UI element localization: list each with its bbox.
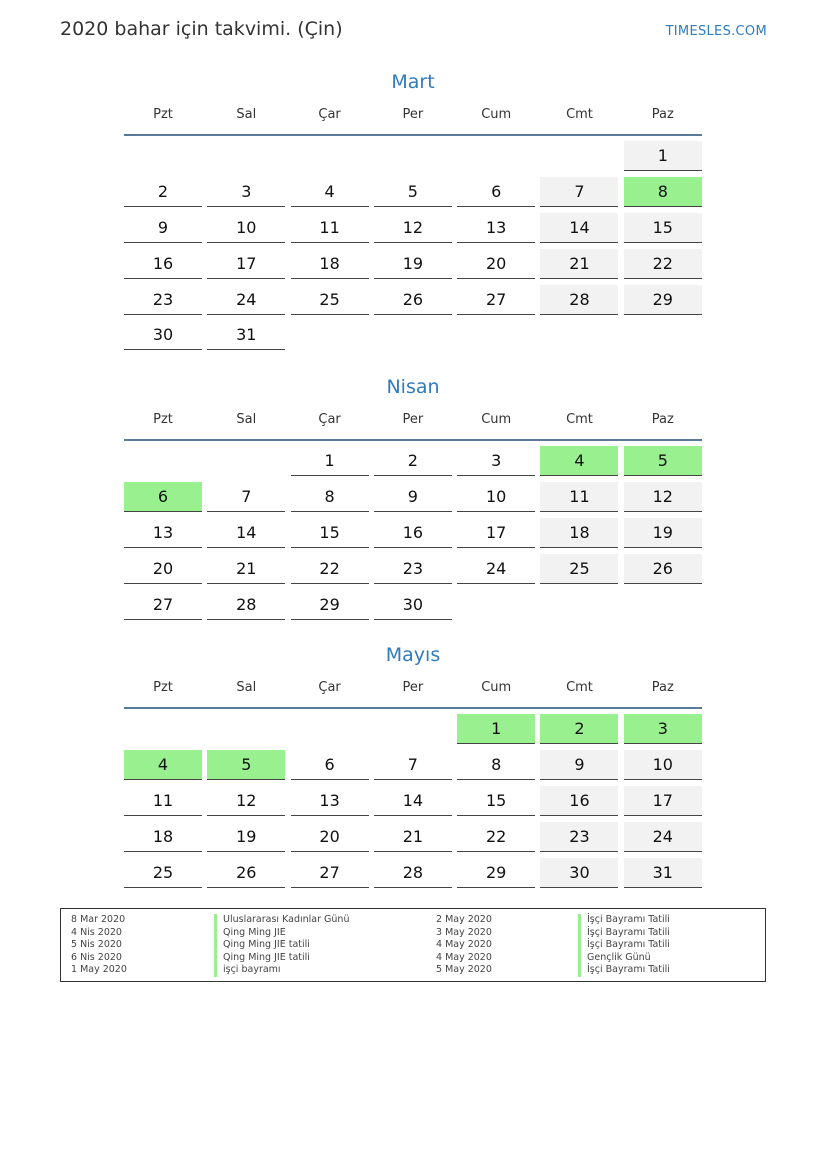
- legend-holiday-name: Qing Ming JIE: [214, 927, 349, 940]
- legend-right-dates: [436, 914, 492, 977]
- month-title: Mart: [391, 71, 435, 93]
- day-cell: 21: [207, 554, 285, 584]
- empty-cell: [291, 141, 369, 171]
- day-cell: 16: [374, 518, 452, 548]
- day-cell: 10: [624, 750, 702, 780]
- day-cell: 30: [540, 858, 618, 888]
- legend-date: 6 Nis 2020: [71, 951, 122, 963]
- empty-cell: [374, 141, 452, 171]
- day-cell: 12: [207, 786, 285, 816]
- holiday-day-cell: 3: [624, 714, 702, 744]
- legend-holiday-name: İşçi Bayramı Tatili: [578, 927, 670, 940]
- legend-date: 8 Mar 2020: [71, 914, 126, 925]
- day-cell: 26: [374, 285, 452, 315]
- day-cell: 3: [457, 446, 535, 476]
- day-cell: 11: [124, 786, 202, 816]
- weekday-label: Çar: [318, 412, 341, 427]
- weekday-header: [124, 675, 702, 709]
- empty-cell: [457, 141, 535, 171]
- day-cell: 8: [457, 750, 535, 780]
- legend-date: 2 May 2020: [436, 914, 492, 925]
- day-cell: 19: [207, 822, 285, 852]
- day-cell: 18: [124, 822, 202, 852]
- legend-left-dates: [71, 914, 127, 977]
- day-cell: 29: [457, 858, 535, 888]
- holiday-day-cell: 4: [124, 750, 202, 780]
- legend-date: 4 Nis 2020: [71, 926, 122, 938]
- empty-cell: [207, 446, 285, 476]
- page-title: 2020 bahar için takvimi. (Çin): [60, 18, 343, 40]
- day-cell: 25: [540, 554, 618, 584]
- day-cell: 22: [457, 822, 535, 852]
- day-cell: 14: [374, 786, 452, 816]
- day-cell: 31: [624, 858, 702, 888]
- day-cell: 28: [207, 590, 285, 620]
- weekday-label: Sal: [236, 412, 257, 427]
- day-cell: 30: [374, 590, 452, 620]
- legend-holiday-name: İşçi Bayramı Tatili: [578, 964, 670, 977]
- day-grid: [124, 446, 702, 620]
- day-cell: 25: [124, 858, 202, 888]
- empty-cell: [374, 714, 452, 744]
- legend-right-names: [578, 914, 670, 977]
- weekday-label: Pzt: [153, 107, 173, 122]
- weekday-label: Cmt: [566, 412, 593, 427]
- holiday-day-cell: 1: [457, 714, 535, 744]
- legend-date: 4 May 2020: [436, 939, 492, 951]
- day-cell: 2: [374, 446, 452, 476]
- day-cell: 13: [291, 786, 369, 816]
- weekday-label: Per: [402, 412, 424, 427]
- legend-holiday-name: Uluslararası Kadınlar Günü: [214, 914, 349, 927]
- day-cell: 19: [624, 518, 702, 548]
- legend-holiday-name: işçi bayramı: [214, 964, 349, 977]
- day-cell: 26: [207, 858, 285, 888]
- day-cell: 16: [540, 786, 618, 816]
- empty-cell: [124, 446, 202, 476]
- weekday-label: Cum: [481, 680, 512, 695]
- empty-cell: [291, 714, 369, 744]
- day-cell: 15: [624, 213, 702, 243]
- month-title: Mayıs: [385, 644, 441, 666]
- day-cell: 24: [207, 285, 285, 315]
- weekday-label: Sal: [236, 107, 257, 122]
- day-cell: 22: [624, 249, 702, 279]
- day-cell: 23: [374, 554, 452, 584]
- day-cell: 23: [124, 285, 202, 315]
- day-cell: 21: [540, 249, 618, 279]
- weekday-label: Cmt: [566, 107, 593, 122]
- day-cell: 29: [291, 590, 369, 620]
- empty-cell: [207, 141, 285, 171]
- day-cell: 11: [540, 482, 618, 512]
- day-cell: 4: [291, 177, 369, 207]
- legend-holiday-name: Qing Ming JIE tatili: [214, 952, 349, 965]
- legend-left-names: [214, 914, 349, 977]
- site-link[interactable]: TIMESLES.COM: [665, 24, 767, 39]
- day-cell: 10: [207, 213, 285, 243]
- day-cell: 1: [624, 141, 702, 171]
- weekday-header: [124, 102, 702, 136]
- weekday-label: Cmt: [566, 680, 593, 695]
- day-cell: 10: [457, 482, 535, 512]
- day-cell: 20: [291, 822, 369, 852]
- day-cell: 2: [124, 177, 202, 207]
- weekday-label: Pzt: [153, 412, 173, 427]
- empty-cell: [124, 714, 202, 744]
- day-cell: 11: [291, 213, 369, 243]
- legend-date: 5 Nis 2020: [71, 939, 122, 951]
- weekday-label: Paz: [651, 107, 674, 122]
- holiday-day-cell: 6: [124, 482, 202, 512]
- day-cell: 20: [124, 554, 202, 584]
- day-cell: 18: [540, 518, 618, 548]
- day-cell: 19: [374, 249, 452, 279]
- weekday-label: Paz: [651, 680, 674, 695]
- day-cell: 7: [207, 482, 285, 512]
- day-cell: 22: [291, 554, 369, 584]
- weekday-label: Çar: [318, 680, 341, 695]
- day-cell: 21: [374, 822, 452, 852]
- day-cell: 23: [540, 822, 618, 852]
- day-cell: 9: [374, 482, 452, 512]
- day-cell: 24: [457, 554, 535, 584]
- day-cell: 20: [457, 249, 535, 279]
- day-cell: 16: [124, 249, 202, 279]
- weekday-label: Pzt: [153, 680, 173, 695]
- weekday-label: Per: [402, 680, 424, 695]
- day-cell: 6: [291, 750, 369, 780]
- day-cell: 5: [374, 177, 452, 207]
- weekday-label: Çar: [318, 107, 341, 122]
- day-cell: 28: [374, 858, 452, 888]
- day-cell: 28: [540, 285, 618, 315]
- holiday-day-cell: 8: [624, 177, 702, 207]
- legend-holiday-name: Gençlik Günü: [578, 952, 670, 965]
- empty-cell: [540, 141, 618, 171]
- month-march: [124, 68, 702, 350]
- day-cell: 30: [124, 320, 202, 350]
- day-cell: 8: [291, 482, 369, 512]
- legend-date: 1 May 2020: [71, 964, 127, 976]
- holiday-legend: [60, 908, 766, 982]
- empty-cell: [207, 714, 285, 744]
- weekday-label: Cum: [481, 107, 512, 122]
- holiday-day-cell: 2: [540, 714, 618, 744]
- weekday-label: Paz: [651, 412, 674, 427]
- day-cell: 29: [624, 285, 702, 315]
- month-april: [124, 373, 702, 620]
- day-cell: 12: [624, 482, 702, 512]
- day-cell: 6: [457, 177, 535, 207]
- day-cell: 9: [124, 213, 202, 243]
- day-cell: 15: [291, 518, 369, 548]
- holiday-day-cell: 5: [207, 750, 285, 780]
- weekday-label: Sal: [236, 680, 257, 695]
- day-cell: 3: [207, 177, 285, 207]
- day-cell: 13: [124, 518, 202, 548]
- legend-date: 4 May 2020: [436, 951, 492, 963]
- day-cell: 26: [624, 554, 702, 584]
- legend-holiday-name: İşçi Bayramı Tatili: [578, 914, 670, 927]
- day-grid: [124, 141, 702, 350]
- month-title: Nisan: [386, 376, 440, 398]
- holiday-day-cell: 4: [540, 446, 618, 476]
- weekday-label: Per: [402, 107, 424, 122]
- day-cell: 18: [291, 249, 369, 279]
- day-cell: 7: [540, 177, 618, 207]
- day-cell: 9: [540, 750, 618, 780]
- weekday-label: Cum: [481, 412, 512, 427]
- legend-holiday-name: İşçi Bayramı Tatili: [578, 939, 670, 952]
- day-cell: 7: [374, 750, 452, 780]
- day-grid: [124, 714, 702, 888]
- day-cell: 24: [624, 822, 702, 852]
- day-cell: 31: [207, 320, 285, 350]
- weekday-header: [124, 407, 702, 441]
- day-cell: 27: [124, 590, 202, 620]
- day-cell: 14: [207, 518, 285, 548]
- legend-holiday-name: Qing Ming JIE tatili: [214, 939, 349, 952]
- day-cell: 14: [540, 213, 618, 243]
- day-cell: 1: [291, 446, 369, 476]
- day-cell: 17: [207, 249, 285, 279]
- month-may: [124, 641, 702, 888]
- day-cell: 15: [457, 786, 535, 816]
- day-cell: 17: [457, 518, 535, 548]
- day-cell: 17: [624, 786, 702, 816]
- day-cell: 12: [374, 213, 452, 243]
- holiday-day-cell: 5: [624, 446, 702, 476]
- day-cell: 27: [457, 285, 535, 315]
- day-cell: 25: [291, 285, 369, 315]
- day-cell: 27: [291, 858, 369, 888]
- day-cell: 13: [457, 213, 535, 243]
- legend-date: 3 May 2020: [436, 926, 492, 938]
- legend-date: 5 May 2020: [436, 964, 492, 976]
- empty-cell: [124, 141, 202, 171]
